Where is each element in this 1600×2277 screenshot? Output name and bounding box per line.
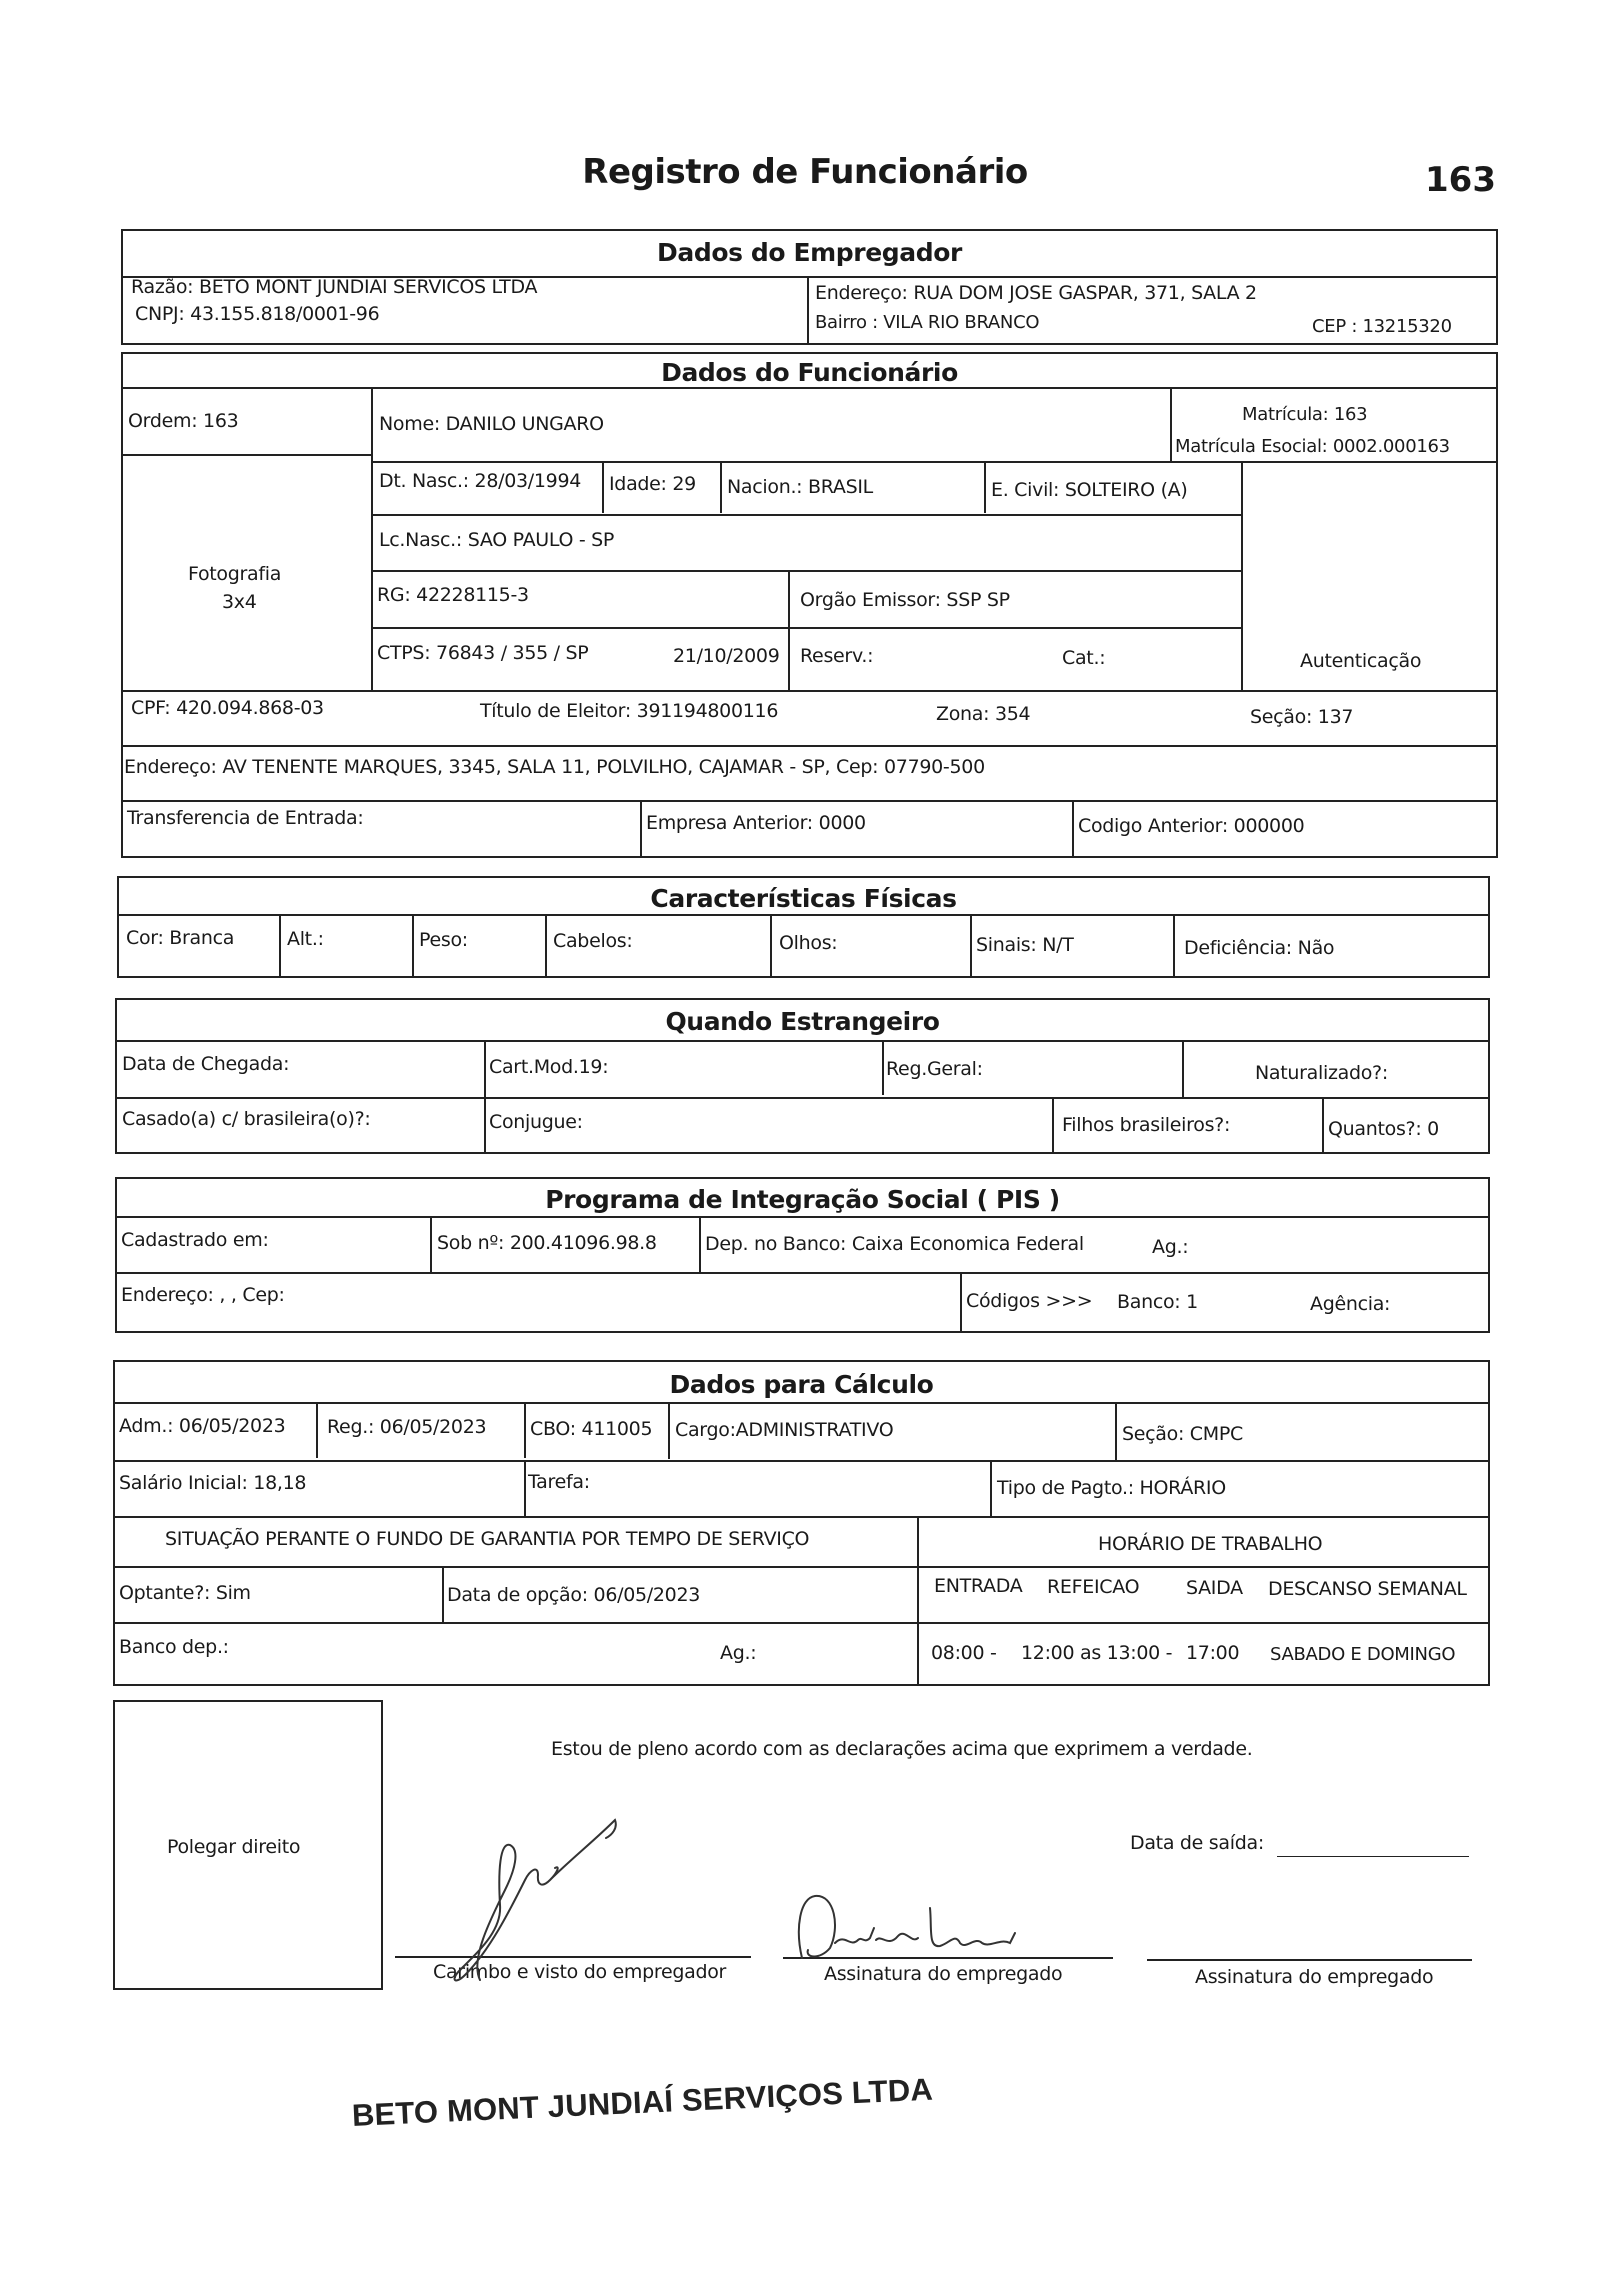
divider xyxy=(115,1216,1490,1218)
divider xyxy=(1115,1404,1117,1461)
section-title-estrangeiro: Quando Estrangeiro xyxy=(665,1007,940,1036)
fisicas-sinais: Sinais: N/T xyxy=(976,934,1074,956)
section-title-calculo: Dados para Cálculo xyxy=(669,1370,934,1399)
pis-sob-numero: Sob nº: 200.41096.98.8 xyxy=(437,1232,657,1254)
pis-cadastrado-em: Cadastrado em: xyxy=(121,1229,269,1251)
divider xyxy=(545,914,547,978)
foto-size-label: 3x4 xyxy=(222,591,257,613)
pis-dep-banco: Dep. no Banco: Caixa Economica Federal xyxy=(705,1233,1084,1255)
divider xyxy=(279,914,281,978)
section-title-empregador: Dados do Empregador xyxy=(657,238,962,267)
estrangeiro-quantos: Quantos?: 0 xyxy=(1328,1118,1439,1140)
fgts-ag: Ag.: xyxy=(720,1642,757,1664)
estrangeiro-casado-brasileira: Casado(a) c/ brasileira(o)?: xyxy=(122,1108,371,1130)
empregador-cep: CEP : 13215320 xyxy=(1312,316,1452,337)
divider xyxy=(121,800,1498,802)
divider xyxy=(990,1462,992,1518)
divider xyxy=(1052,1097,1054,1154)
estrangeiro-conjuge: Conjugue: xyxy=(489,1111,583,1133)
horario-descanso: SABADO E DOMINGO xyxy=(1270,1644,1456,1665)
funcionario-reservista: Reserv.: xyxy=(800,645,874,667)
divider xyxy=(770,914,772,978)
divider xyxy=(121,690,1498,692)
fisicas-altura: Alt.: xyxy=(287,928,324,950)
divider xyxy=(602,461,604,513)
employer-signature-icon xyxy=(420,1810,640,2000)
funcionario-idade: Idade: 29 xyxy=(609,473,696,495)
horario-header-entrada: ENTRADA xyxy=(934,1575,1023,1597)
divider xyxy=(984,461,986,513)
transferencia-entrada: Transferencia de Entrada: xyxy=(127,807,364,829)
divider xyxy=(371,570,1241,572)
divider xyxy=(1322,1099,1324,1154)
codigo-anterior: Codigo Anterior: 000000 xyxy=(1078,815,1305,837)
calculo-admissao: Adm.: 06/05/2023 xyxy=(119,1415,286,1437)
calculo-cbo: CBO: 411005 xyxy=(530,1418,653,1440)
funcionario-matricula-esocial: Matrícula Esocial: 0002.000163 xyxy=(1175,436,1450,457)
divider xyxy=(720,461,722,513)
horario-header-descanso: DESCANSO SEMANAL xyxy=(1268,1578,1467,1600)
divider xyxy=(917,1516,919,1686)
calculo-registro: Reg.: 06/05/2023 xyxy=(327,1416,487,1438)
funcionario-matricula: Matrícula: 163 xyxy=(1242,404,1368,425)
empregador-razao: Razão: BETO MONT JUNDIAI SERVICOS LTDA xyxy=(131,276,538,298)
empregador-endereco: Endereço: RUA DOM JOSE GASPAR, 371, SALA 2 xyxy=(815,282,1257,304)
divider xyxy=(668,1402,670,1459)
divider xyxy=(316,1402,318,1458)
funcionario-dt-nasc: Dt. Nasc.: 28/03/1994 xyxy=(379,470,582,492)
fisicas-olhos: Olhos: xyxy=(779,932,838,954)
foto-label: Fotografia xyxy=(188,563,282,585)
divider xyxy=(371,627,1241,629)
funcionario-rg: RG: 42228115-3 xyxy=(377,584,529,606)
section-title-funcionario: Dados do Funcionário xyxy=(661,358,958,387)
divider xyxy=(113,1566,1490,1568)
estrangeiro-reg-geral: Reg.Geral: xyxy=(886,1058,983,1080)
divider xyxy=(699,1216,701,1272)
carimbo-label: Carimbo e visto do empregador xyxy=(433,1961,727,1983)
fisicas-cabelos: Cabelos: xyxy=(553,930,633,952)
fgts-banco-dep: Banco dep.: xyxy=(119,1636,229,1658)
empregador-cnpj: CNPJ: 43.155.818/0001-96 xyxy=(135,303,380,325)
divider xyxy=(371,387,373,692)
fgts-data-opcao: Data de opção: 06/05/2023 xyxy=(447,1584,701,1606)
divider xyxy=(1170,387,1172,463)
estrangeiro-data-chegada: Data de Chegada: xyxy=(122,1053,290,1075)
divider xyxy=(430,1216,432,1272)
declaracao-text: Estou de pleno acordo com as declarações acima que exprimem a verdade. xyxy=(551,1738,1253,1760)
fgts-title: SITUAÇÃO PERANTE O FUNDO DE GARANTIA POR TEMPO DE SERVIÇO xyxy=(165,1528,810,1550)
funcionario-endereco: Endereço: AV TENENTE MARQUES, 3345, SALA 11, POLVILHO, CAJAMAR - SP, Cep: 07790-500 xyxy=(124,756,985,778)
calculo-tarefa: Tarefa: xyxy=(528,1471,590,1493)
divider xyxy=(524,1402,526,1458)
divider xyxy=(115,1040,1490,1042)
funcionario-orgao-emissor: Orgão Emissor: SSP SP xyxy=(800,589,1010,611)
horario-header-refeicao: REFEICAO xyxy=(1047,1576,1140,1598)
autenticacao-label: Autenticação xyxy=(1300,650,1422,672)
pis-banco: Banco: 1 xyxy=(1117,1291,1198,1313)
estrangeiro-filhos-brasileiros: Filhos brasileiros?: xyxy=(1062,1114,1231,1136)
calculo-tipo-pagto: Tipo de Pagto.: HORÁRIO xyxy=(997,1477,1226,1499)
divider xyxy=(371,514,1241,516)
divider xyxy=(371,461,1498,463)
calculo-frame xyxy=(113,1360,1490,1686)
section-title-fisicas: Características Físicas xyxy=(650,884,957,913)
employee-signature-icon xyxy=(790,1888,1030,1968)
divider xyxy=(882,1040,884,1095)
divider xyxy=(115,1272,1490,1274)
divider xyxy=(1182,1040,1184,1097)
horario-entrada: 08:00 - xyxy=(931,1642,997,1664)
divider xyxy=(970,914,972,978)
calculo-cargo: Cargo:ADMINISTRATIVO xyxy=(675,1419,894,1441)
fgts-optante: Optante?: Sim xyxy=(119,1582,251,1604)
divider xyxy=(113,1516,1490,1518)
estrangeiro-naturalizado: Naturalizado?: xyxy=(1255,1062,1388,1084)
estrangeiro-cart-mod19: Cart.Mod.19: xyxy=(489,1056,609,1078)
polegar-label: Polegar direito xyxy=(167,1836,301,1858)
page-number: 163 xyxy=(1425,160,1496,200)
divider xyxy=(524,1460,526,1516)
divider xyxy=(115,1097,1490,1099)
section-title-pis: Programa de Integração Social ( PIS ) xyxy=(545,1185,1060,1214)
divider xyxy=(121,745,1498,747)
fisicas-deficiencia: Deficiência: Não xyxy=(1184,937,1335,959)
empresa-anterior: Empresa Anterior: 0000 xyxy=(646,812,866,834)
data-saida-label: Data de saída: xyxy=(1130,1832,1264,1854)
divider xyxy=(788,570,790,692)
calculo-secao: Seção: CMPC xyxy=(1122,1423,1243,1445)
divider xyxy=(117,914,1490,916)
calculo-salario-inicial: Salário Inicial: 18,18 xyxy=(119,1472,307,1494)
funcionario-cpf: CPF: 420.094.868-03 xyxy=(131,697,324,719)
pis-codigos: Códigos >>> xyxy=(966,1290,1093,1312)
horario-refeicao: 12:00 as 13:00 - xyxy=(1021,1642,1173,1664)
horario-header-saida: SAIDA xyxy=(1186,1577,1243,1599)
divider xyxy=(640,800,642,856)
pis-agencia: Agência: xyxy=(1310,1293,1391,1315)
funcionario-local-nasc: Lc.Nasc.: SAO PAULO - SP xyxy=(379,529,615,551)
divider xyxy=(121,387,1498,389)
fisicas-peso: Peso: xyxy=(419,929,468,951)
funcionario-secao: Seção: 137 xyxy=(1250,706,1354,728)
funcionario-ctps: CTPS: 76843 / 355 / SP xyxy=(377,642,589,664)
page-title: Registro de Funcionário xyxy=(582,152,1028,192)
empregador-bairro: Bairro : VILA RIO BRANCO xyxy=(815,312,1040,333)
divider xyxy=(484,1040,486,1152)
divider xyxy=(113,1460,1490,1462)
funcionario-nacionalidade: Nacion.: BRASIL xyxy=(727,476,873,498)
pis-ag: Ag.: xyxy=(1152,1236,1189,1258)
funcionario-categoria: Cat.: xyxy=(1062,647,1106,669)
funcionario-nome: Nome: DANILO UNGARO xyxy=(379,413,604,435)
horario-title: HORÁRIO DE TRABALHO xyxy=(1098,1533,1323,1555)
assinatura-2-line xyxy=(1147,1959,1472,1961)
divider xyxy=(412,914,414,978)
funcionario-ordem: Ordem: 163 xyxy=(128,410,239,432)
funcionario-estado-civil: E. Civil: SOLTEIRO (A) xyxy=(991,479,1188,501)
divider xyxy=(442,1566,444,1622)
funcionario-titulo-eleitor: Título de Eleitor: 391194800116 xyxy=(480,700,779,722)
pis-endereco: Endereço: , , Cep: xyxy=(121,1284,285,1306)
divider xyxy=(960,1274,962,1333)
divider xyxy=(807,276,809,345)
fisicas-cor: Cor: Branca xyxy=(126,927,235,949)
divider xyxy=(1241,463,1243,692)
divider xyxy=(1072,800,1074,856)
assinatura-empregado-label-1: Assinatura do empregado xyxy=(824,1963,1063,1985)
funcionario-zona: Zona: 354 xyxy=(936,703,1031,725)
horario-saida: 17:00 xyxy=(1186,1642,1240,1664)
divider xyxy=(113,1622,1490,1624)
funcionario-ctps-data: 21/10/2009 xyxy=(673,645,780,667)
divider xyxy=(121,454,371,456)
company-stamp: BETO MONT JUNDIAÍ SERVIÇOS LTDA xyxy=(351,2071,934,2133)
divider xyxy=(113,1402,1490,1404)
divider xyxy=(1173,914,1175,978)
data-saida-line xyxy=(1277,1856,1469,1857)
assinatura-empregado-label-2: Assinatura do empregado xyxy=(1195,1966,1434,1988)
